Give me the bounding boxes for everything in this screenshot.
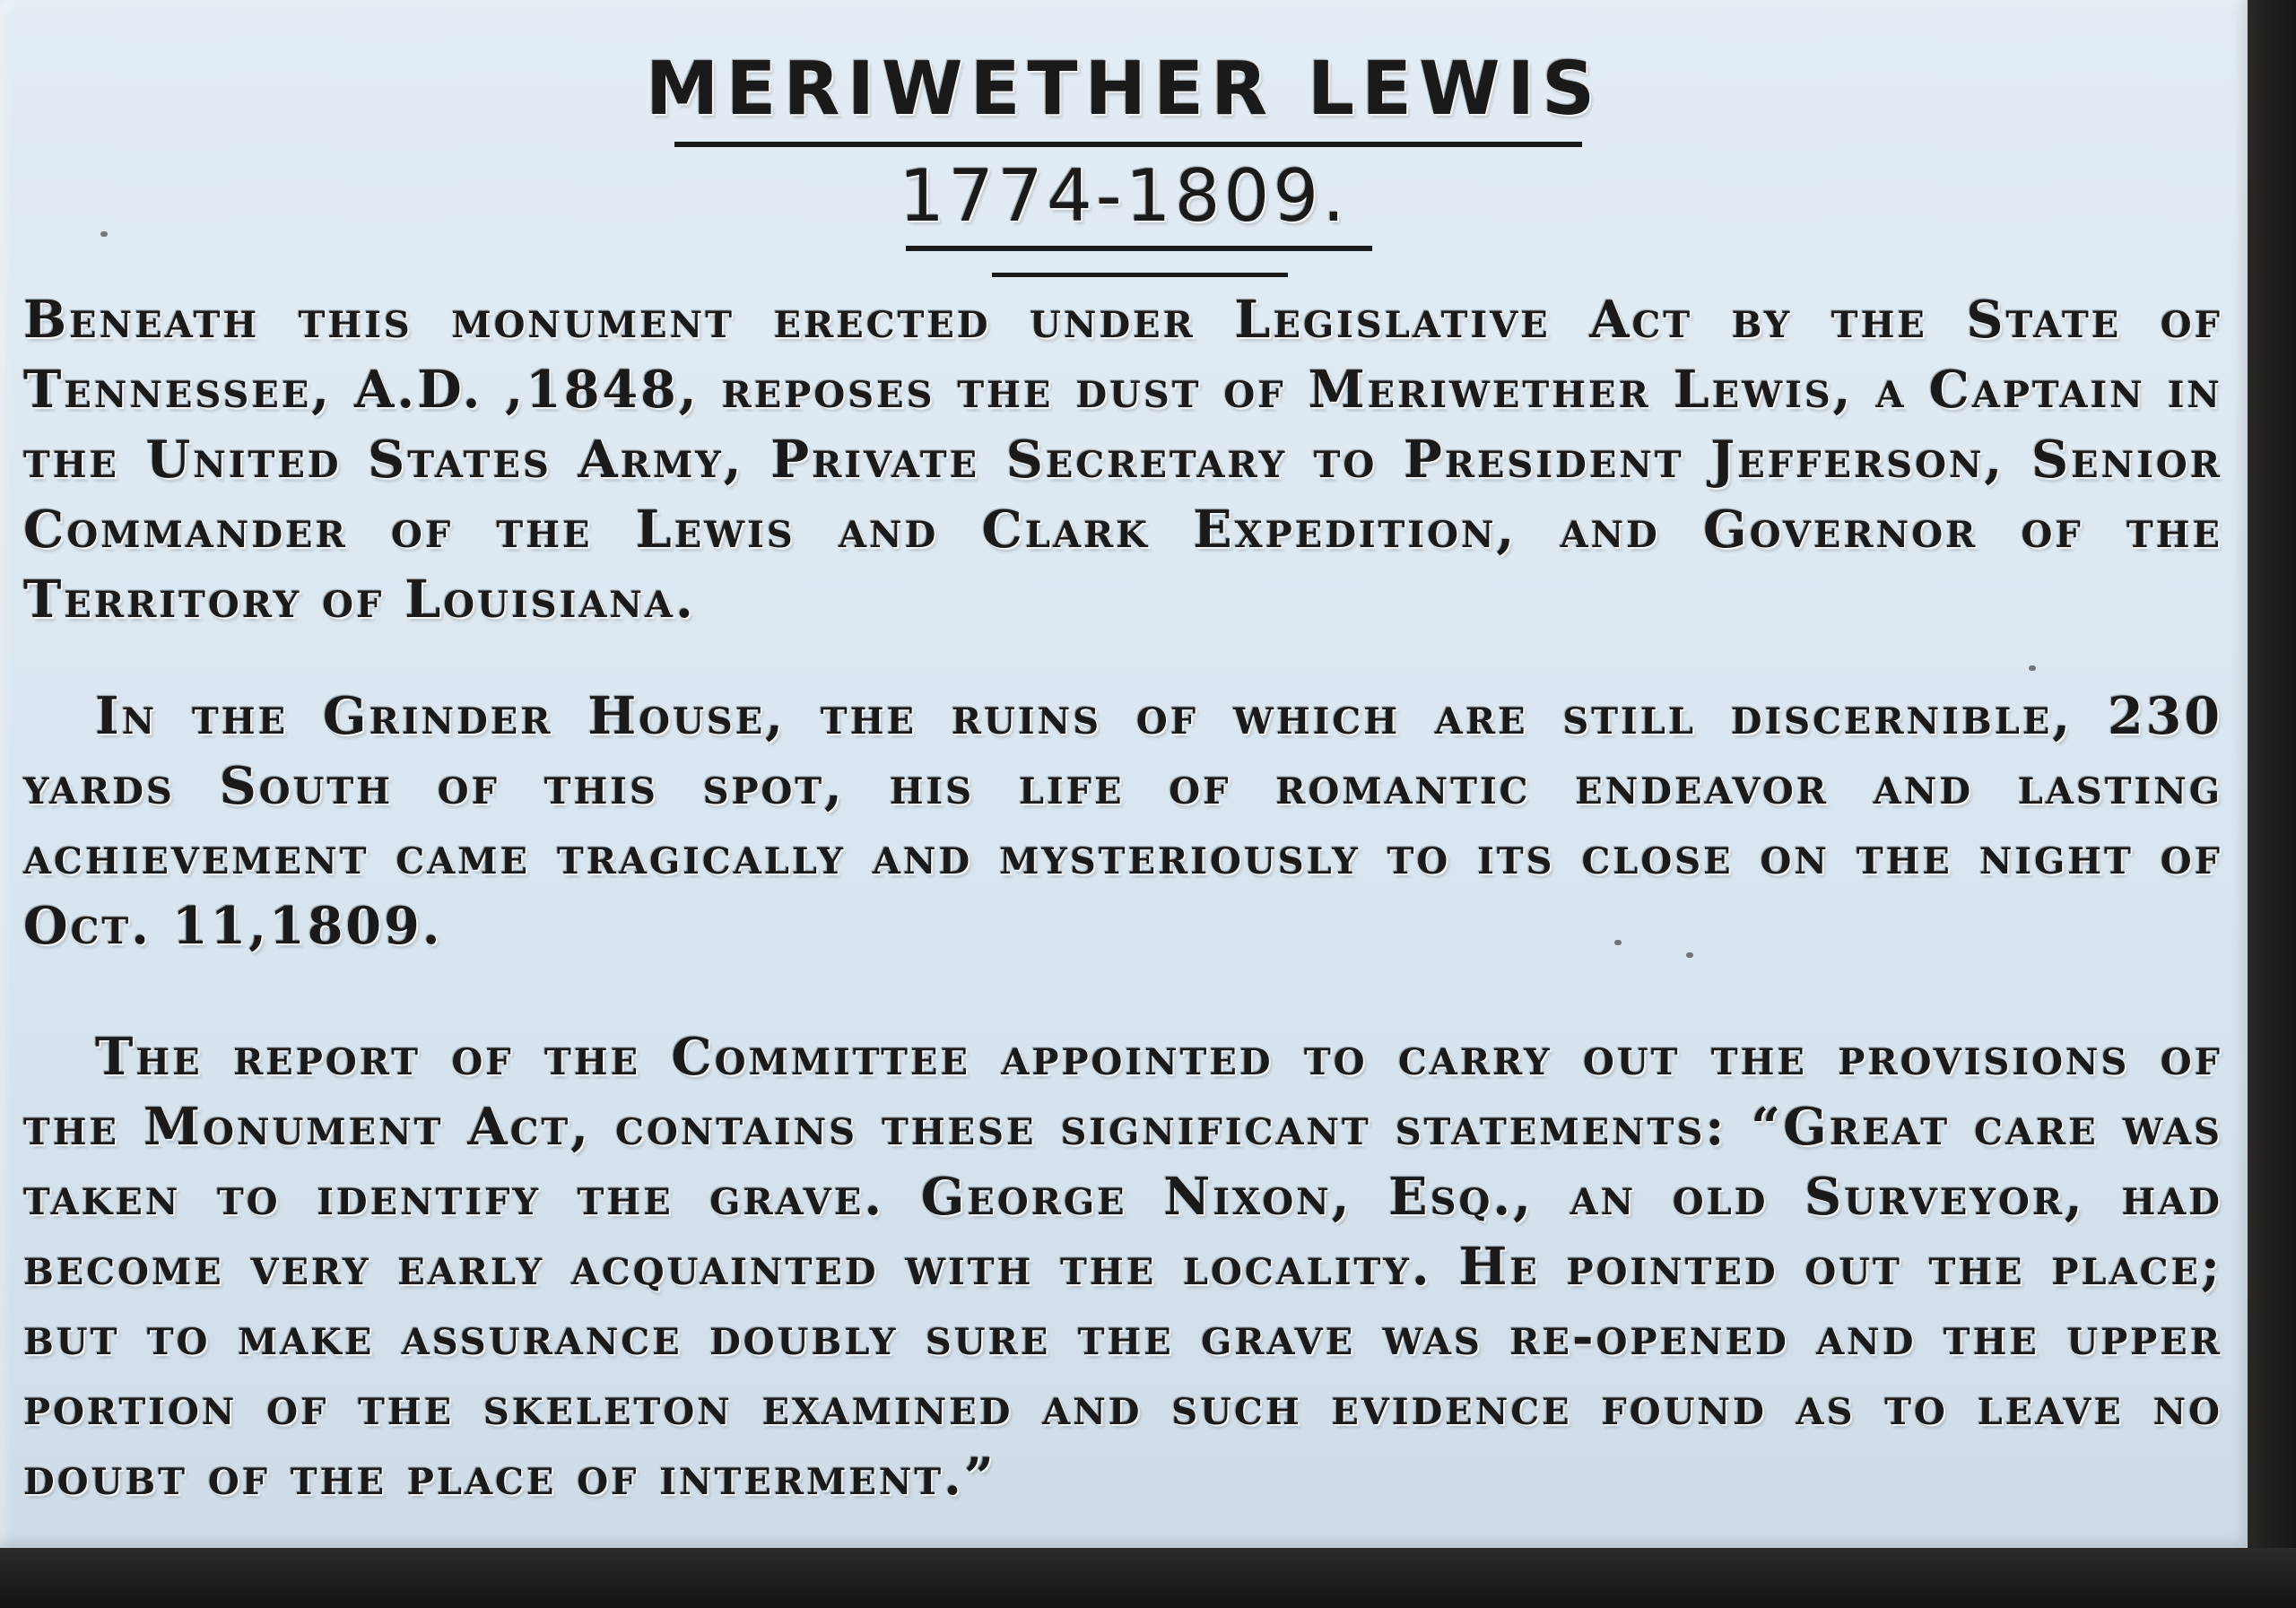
paragraph-dedication: Beneath this monument erected under Legislative Act by the State of Tennessee, A.D. ,1848, reposes the dust of Meriwether Lewis, a Captain in the United States Army, Private Secretary to President Jefferson, Senior Commander of the Lewis and Clark Expedition, and Governor of the Territory of Louisiana. xyxy=(23,290,2222,630)
surface-fleck xyxy=(2029,665,2036,671)
surface-fleck xyxy=(1686,952,1693,958)
surface-fleck xyxy=(1614,940,1622,945)
plaque-frame-bottom xyxy=(0,1548,2296,1608)
title-underline xyxy=(674,142,1582,147)
paragraph-grinder-house: In the Grinder House, the ruins of which are still discernible, 230 yards South of this spot, his life of romantic endeavor and lasting achievement came tragically and mysteriously to its close on the night of Oct. 11,1809. xyxy=(23,686,2222,956)
plaque-dates: 1774-1809. xyxy=(899,154,1349,238)
paragraph-committee-report: The report of the Committee appointed to carry out the provisions of the Monument Act, contains these significant statements: “Great care was taken to identify the grave. George Nixon, Esq., an old Surveyor, had become very early acquainted with the locality. He pointed out the place; but to make assurance doubly sure the grave was re-opened and the upper portion of the skeleton examined and such evidence found as to leave no doubt of the place of interment.” xyxy=(23,1027,2222,1507)
dates-underline xyxy=(906,246,1372,251)
surface-fleck xyxy=(100,231,108,237)
short-divider xyxy=(992,273,1288,277)
plaque-title: MERIWETHER LEWIS xyxy=(645,47,1603,132)
plaque-frame-right xyxy=(2248,0,2296,1608)
